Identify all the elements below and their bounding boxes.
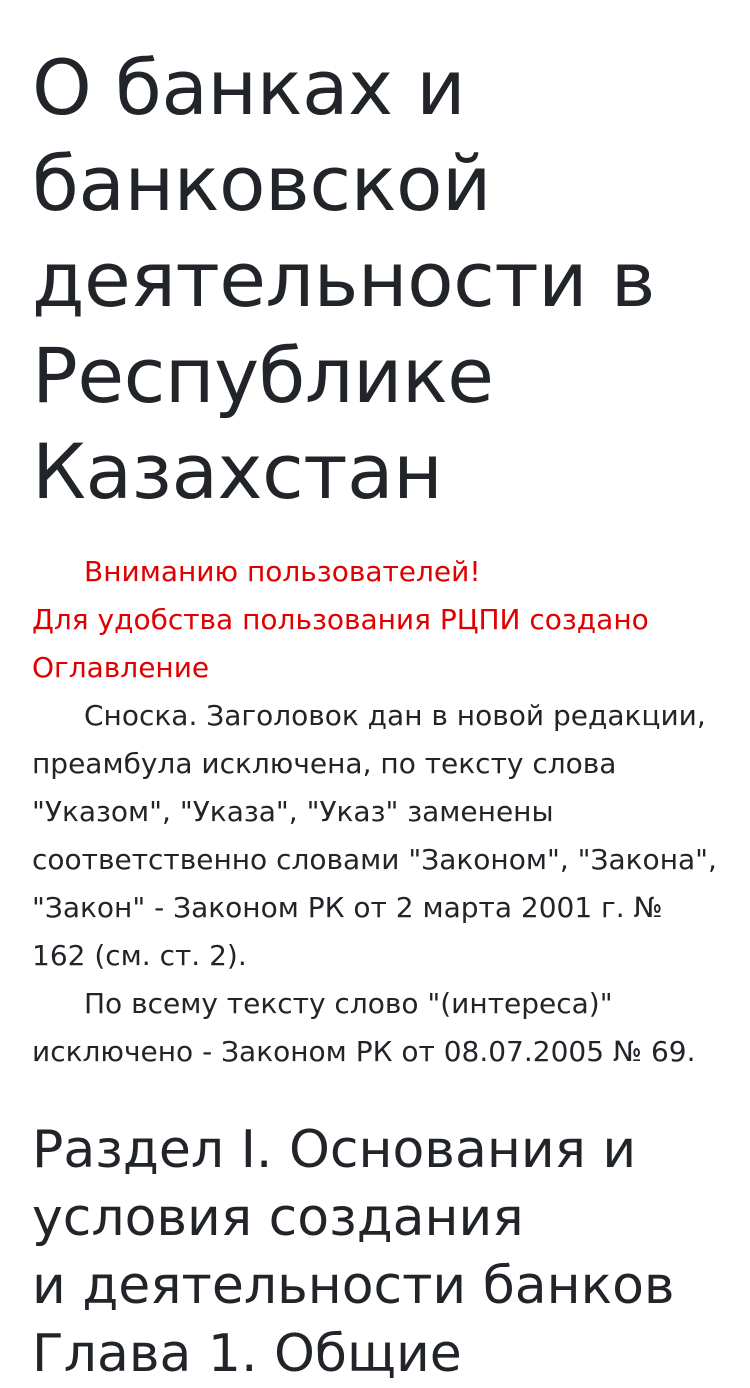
document-title: О банках и банковской деятельности в Республике Казахстан <box>32 43 656 516</box>
section-title-line2: и деятельности банков <box>32 1256 675 1316</box>
footnote-title-change: Сноска. Заголовок дан в новой редакции, преамбула исключена, по тексту слова "Указом", "Указа", "Указ" заменены соответственно словами "Законом", "Закона", "Закон" - Законом РК от 2 марта 2001 г. № 162 (см. ст. 2). <box>32 699 717 972</box>
footnotes <box>32 692 720 1076</box>
notice-text: Для удобства пользования РЦПИ создано Оглавление <box>32 603 649 684</box>
document-page <box>0 40 750 1384</box>
section-title-line1: Раздел I. Основания и условия создания <box>32 1120 637 1248</box>
chapter-title: Глава 1. Общие <box>32 1324 462 1384</box>
footnote-word-removed: По всему тексту слово "(интереса)" исключено - Законом РК от 08.07.2005 № 69. <box>32 987 696 1068</box>
notice-heading: Вниманию пользователей! <box>84 555 481 588</box>
user-notice <box>32 548 720 692</box>
section-title <box>32 1116 720 1388</box>
